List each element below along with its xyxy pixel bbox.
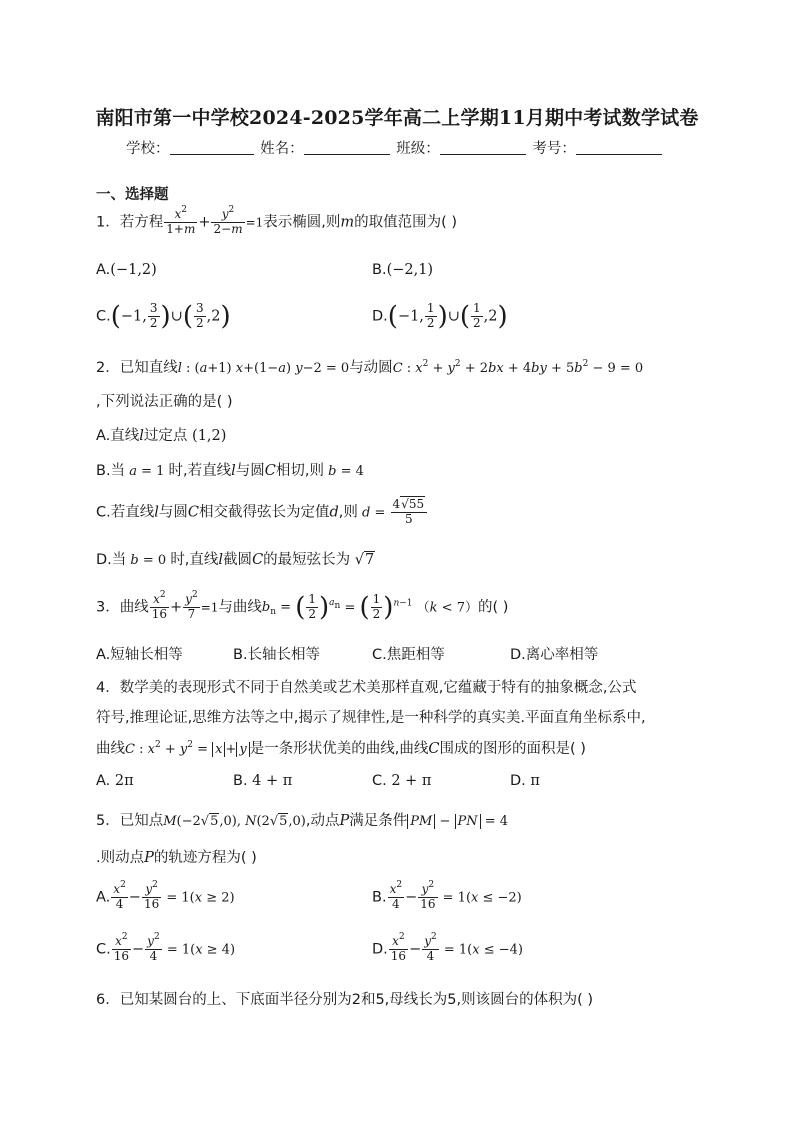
class-label: 班级：: [396, 141, 440, 157]
q3-option-a[interactable]: A.短轴长相等: [96, 647, 183, 663]
question-3: 3．曲线 $\frac{x^2}{16}$ + $\frac{y^2}{7}$ =1与曲线$b_n$ = ( $\frac{1}{2}$ )$^{a_n}$ = ( $\frac{1}{2}$ )$^{n-1}$ （k < 7）的( ): [96, 590, 509, 623]
question-2-cont: ,下列说法正确的是( ): [96, 394, 233, 410]
question-4-line3: 曲线C : $x^2 + y^2 = x + y$ 是一条形状优美的曲线,曲线C围成的图形的面积是( ): [96, 740, 586, 757]
q1-option-b[interactable]: B.(−2,1): [372, 262, 434, 278]
q3-option-c[interactable]: C.焦距相等: [372, 647, 445, 663]
question-5-cont: .则动点P的轨迹方程为( ): [96, 850, 257, 866]
q5-option-b[interactable]: B. $\frac{x^2}{4}$ − $\frac{y^2}{16}$ = 1(x ≤ −2): [372, 880, 522, 911]
question-2: 2．已知直线l : (a+1) x+(1−a) y−2 = 0与动圆C : $x^2 + y^2 + 2bx + 4by + 5b^2 - 9 = 0$: [96, 359, 644, 376]
question-4: 4．数学美的表现形式不同于自然美或艺术美那样直观,它蕴藏于特有的抽象概念,公式: [96, 680, 637, 696]
q5-option-c[interactable]: C. $\frac{x^2}{16}$ − $\frac{y^2}{4}$ = 1(x ≥ 4): [96, 932, 236, 963]
exam-no-blank[interactable]: [576, 140, 662, 155]
section-heading: 一、选择题: [96, 187, 169, 203]
name-blank[interactable]: [304, 140, 390, 155]
q4-option-d[interactable]: D. π: [510, 773, 540, 789]
page-title: 南阳市第一中学校2024-2025学年高二上学期11月期中考试数学试卷: [95, 107, 699, 129]
student-info-row: [126, 137, 664, 158]
q4-option-c[interactable]: C. 2 + π: [372, 773, 432, 789]
q5-option-d[interactable]: D. $\frac{x^2}{16}$ − $\frac{y^2}{4}$ = 1(x ≤ −4): [372, 932, 523, 963]
question-6: 6．已知某圆台的上、下底面半径分别为2和5,母线长为5,则该圆台的体积为( ): [96, 992, 594, 1008]
q4-option-a[interactable]: A. 2π: [96, 773, 134, 789]
q1-option-c[interactable]: C.(−1, $\frac{3}{2}$ )∪( $\frac{3}{2}$ ,2): [96, 301, 231, 332]
q2-option-d[interactable]: D.当 b = 0 时,直线l截圆C的最短弦长为 √7: [96, 552, 375, 568]
class-blank[interactable]: [440, 140, 526, 155]
question-4-line2: 符号,推理论证,思维方法等之中,揭示了规律性,是一种科学的真实美.平面直角坐标系中,: [96, 710, 646, 726]
q2-option-a[interactable]: A.直线l过定点 (1,2): [96, 428, 227, 444]
q1-option-d[interactable]: D.(−1, $\frac{1}{2}$ )∪( $\frac{1}{2}$ ,2): [372, 301, 508, 332]
q3-option-d[interactable]: D.离心率相等: [510, 647, 599, 663]
q4-option-b[interactable]: B. 4 + π: [233, 773, 293, 789]
q2-option-c[interactable]: C.若直线l与圆C相交截得弦长为定值d,则 d = $\frac{4√55}{5}$: [96, 498, 428, 527]
exam-no-label: 考号：: [532, 141, 576, 157]
question-1: 1．若方程 $\frac{x^2}{1+m}$ + $\frac{y^2}{2-m}$ =1表示椭圆,则m的取值范围为( ): [96, 205, 458, 236]
name-label: 姓名：: [260, 141, 304, 157]
school-label: 学校：: [126, 141, 170, 157]
question-5: 5．已知点M(−2√5,0), N(2√5,0),动点P满足条件 PM − PN = 4: [96, 813, 509, 829]
q3-option-b[interactable]: B.长轴长相等: [233, 647, 321, 663]
school-blank[interactable]: [170, 140, 254, 155]
q5-option-a[interactable]: A. $\frac{x^2}{4}$ − $\frac{y^2}{16}$ = 1(x ≥ 2): [96, 880, 235, 911]
q2-option-b[interactable]: B.当 a = 1 时,若直线l与圆C相切,则 b = 4: [96, 463, 364, 479]
q1-option-a[interactable]: A.(−1,2): [96, 262, 157, 278]
